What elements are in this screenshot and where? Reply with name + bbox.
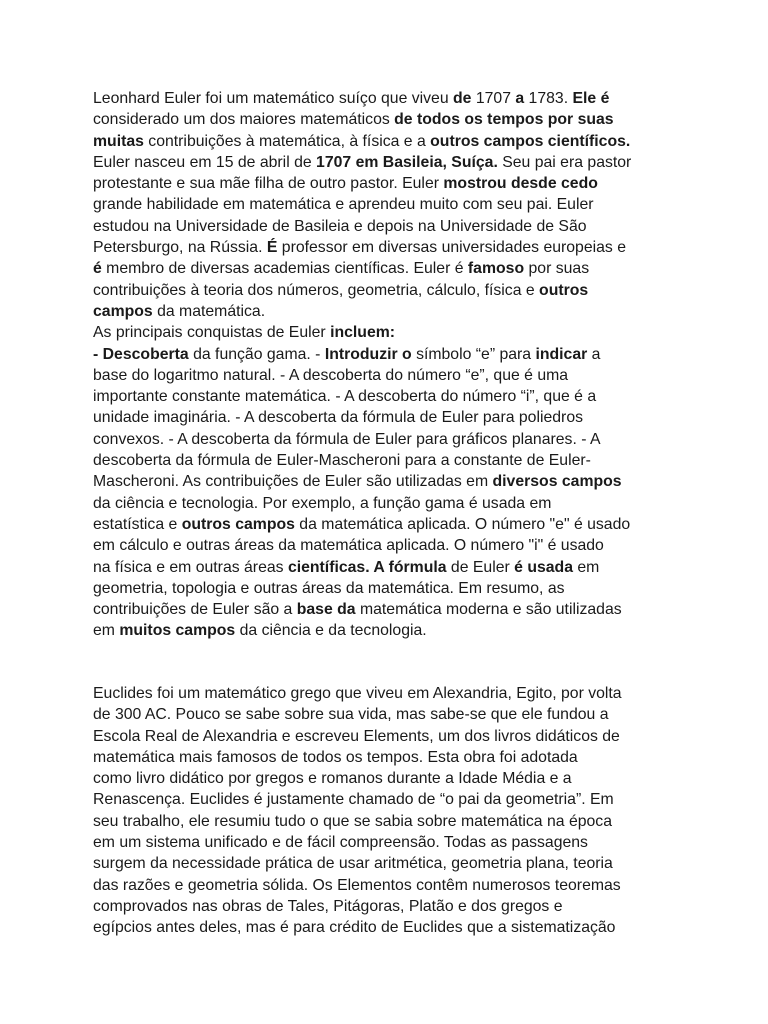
bold-text-run: é usada <box>514 558 573 576</box>
text-run: das razões e geometria sólida. Os Elementos contêm numerosos teoremas <box>93 876 621 894</box>
text-line <box>93 131 693 152</box>
text-line <box>93 514 693 535</box>
text-line <box>93 811 693 832</box>
text-run: base do logaritmo natural. - A descoberta do número “e”, que é uma <box>93 366 569 384</box>
bold-text-run: - Descoberta <box>93 345 189 363</box>
text-run: contribuições à teoria dos números, geometria, cálculo, física e <box>93 281 540 299</box>
text-run: 1783. <box>524 90 573 107</box>
text-run: Mascheroni. As contribuições de Euler são utilizadas em <box>93 473 493 491</box>
text-line <box>93 152 693 173</box>
text-run: em <box>573 558 600 576</box>
text-run: na física e em outras áreas <box>93 558 288 576</box>
bold-text-run: mostrou desde cedo <box>443 175 598 193</box>
text-run: matemática moderna e são utilizadas <box>355 601 622 619</box>
text-run: em cálculo e outras áreas da matemática aplicada. O número "i" é usado <box>93 537 604 555</box>
bold-text-run: científicas. A fórmula <box>287 558 447 576</box>
text-line <box>93 344 693 365</box>
text-run: contribuições à matemática, à física e a <box>143 132 431 150</box>
text-line <box>93 450 693 471</box>
bold-text-run: outros campos científicos. <box>430 132 631 150</box>
text-line <box>93 386 693 407</box>
text-run: considerado um dos maiores matemáticos <box>93 111 395 129</box>
text-line <box>93 789 693 810</box>
text-run: da ciência e tecnologia. Por exemplo, a função gama é usada em <box>93 494 552 512</box>
text-line <box>93 599 693 620</box>
text-run: Seu pai era pastor <box>497 153 632 171</box>
text-line <box>93 194 693 215</box>
text-line <box>93 365 693 386</box>
text-line <box>93 237 693 258</box>
text-line <box>93 704 693 725</box>
text-line <box>93 407 693 428</box>
euler-paragraph <box>93 88 693 642</box>
text-run: Renascença. Euclides é justamente chamado de “o pai da geometria”. Em <box>93 791 614 809</box>
text-line <box>93 557 693 578</box>
text-line <box>93 109 693 130</box>
text-run: Euclides foi um matemático grego que viveu em Alexandria, Egito, por volta <box>93 685 622 702</box>
text-line <box>93 258 693 279</box>
bold-text-run: 1707 em Basileia, Suíça. <box>316 153 498 171</box>
text-run: da função gama. - <box>188 345 325 363</box>
text-line <box>93 493 693 514</box>
bold-text-run: É <box>266 239 278 257</box>
text-line <box>93 471 693 492</box>
text-run: de Euler <box>446 558 515 576</box>
text-run: seu trabalho, ele resumiu tudo o que se sabia sobre matemática na época <box>93 812 612 830</box>
bold-text-run: outros <box>539 281 589 299</box>
text-line <box>93 301 693 322</box>
text-line <box>93 322 693 343</box>
text-run: em um sistema unificado e de fácil compreensão. Todas as passagens <box>93 834 588 852</box>
text-line <box>93 917 693 938</box>
text-run: professor em diversas universidades europeias e <box>277 239 626 257</box>
text-run: protestante e sua mãe filha de outro pastor. Euler <box>93 175 444 193</box>
text-line <box>93 747 693 768</box>
text-run: da ciência e da tecnologia. <box>235 622 427 640</box>
text-line <box>93 726 693 747</box>
text-run: estatística e <box>93 515 182 533</box>
bold-text-run: muitas <box>93 132 144 150</box>
text-line <box>93 535 693 556</box>
text-run: grande habilidade em matemática e aprendeu muito com seu pai. Euler <box>93 196 594 214</box>
text-run: de 300 AC. Pouco se sabe sobre sua vida, mas sabe-se que ele fundou a <box>93 706 609 724</box>
text-run: As principais conquistas de Euler <box>93 324 331 342</box>
text-run: Euler nasceu em 15 de abril de <box>93 153 317 171</box>
bold-text-run: muitos campos <box>119 622 236 640</box>
bold-text-run: Ele é <box>572 90 610 107</box>
bold-text-run: base da <box>296 601 356 619</box>
text-run: em <box>93 622 120 640</box>
bold-text-run: campos <box>93 302 153 320</box>
bold-text-run: de <box>453 90 472 107</box>
text-line <box>93 88 693 109</box>
text-line <box>93 216 693 237</box>
text-run: convexos. - A descoberta da fórmula de Euler para gráficos planares. - A <box>93 430 601 448</box>
text-run: da matemática aplicada. O número "e" é usado <box>294 515 631 533</box>
text-run: geometria, topologia e outras áreas da matemática. Em resumo, as <box>93 579 565 597</box>
text-line <box>93 896 693 917</box>
text-run: como livro didático por gregos e romanos durante a Idade Média e a <box>93 770 572 788</box>
text-run: surgem da necessidade prática de usar aritmética, geometria plana, teoria <box>93 855 613 873</box>
text-line <box>93 620 693 641</box>
text-run: contribuições de Euler são a <box>93 601 297 619</box>
text-line <box>93 768 693 789</box>
text-line <box>93 832 693 853</box>
text-run: 1707 <box>471 90 516 107</box>
text-run: a <box>587 345 601 363</box>
bold-text-run: de todos os tempos por suas <box>394 111 614 129</box>
text-run: Escola Real de Alexandria e escreveu Elements, um dos livros didáticos de <box>93 727 620 745</box>
text-line <box>93 875 693 896</box>
bold-text-run: a <box>515 90 525 107</box>
text-run: membro de diversas academias científicas. Euler é <box>101 260 468 278</box>
text-line <box>93 578 693 599</box>
text-line <box>93 280 693 301</box>
text-run: da matemática. <box>152 302 266 320</box>
bold-text-run: indicar <box>535 345 588 363</box>
bold-text-run: diversos campos <box>492 473 622 491</box>
text-line <box>93 853 693 874</box>
text-run: importante constante matemática. - A descoberta do número “i”, que é a <box>93 388 597 406</box>
bold-text-run: incluem: <box>330 324 396 342</box>
text-line <box>93 173 693 194</box>
text-run: unidade imaginária. - A descoberta da fórmula de Euler para poliedros <box>93 409 584 427</box>
text-run: matemática mais famosos de todos os tempos. Esta obra foi adotada <box>93 748 578 766</box>
text-run: Leonhard Euler foi um matemático suíço que viveu <box>93 90 454 107</box>
bold-text-run: famoso <box>467 260 525 278</box>
bold-text-run: Introduzir o <box>324 345 412 363</box>
text-run: Petersburgo, na Rússia. <box>93 239 267 257</box>
text-run: estudou na Universidade de Basileia e depois na Universidade de São <box>93 217 587 235</box>
text-run: por suas <box>524 260 590 278</box>
text-run: egípcios antes deles, mas é para crédito de Euclides que a sistematização <box>93 919 616 937</box>
text-run: comprovados nas obras de Tales, Pitágoras, Platão e dos gregos e <box>93 897 563 915</box>
text-run: descoberta da fórmula de Euler-Mascheroni para a constante de Euler- <box>93 452 591 470</box>
text-line <box>93 429 693 450</box>
bold-text-run: é <box>93 260 102 278</box>
euclides-paragraph <box>93 683 693 939</box>
text-line <box>93 683 693 704</box>
text-run: símbolo “e” para <box>411 345 536 363</box>
bold-text-run: outros campos <box>181 515 295 533</box>
